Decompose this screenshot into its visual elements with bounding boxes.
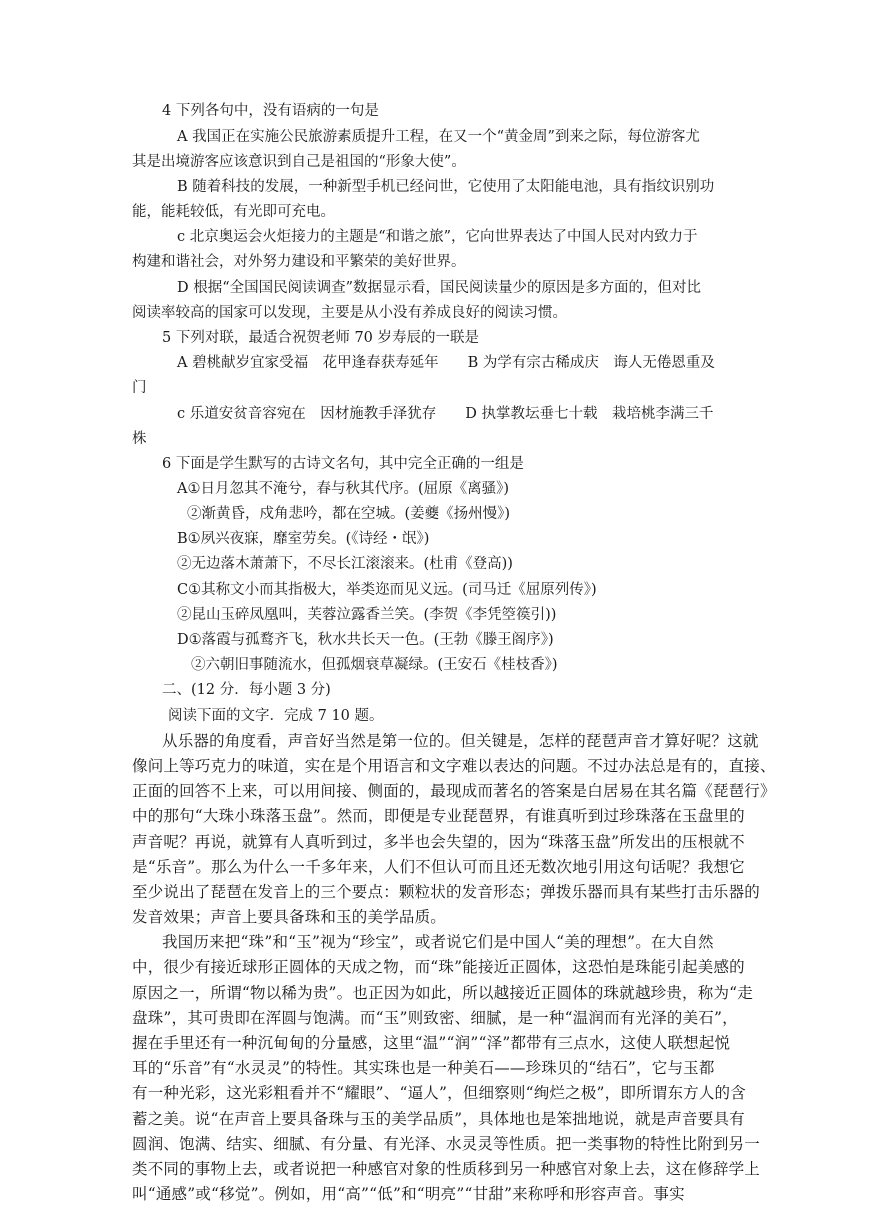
question-4-option-d-line-2: 阅读率较高的国家可以发现，主要是从小没有养成良好的阅读习惯。 — [132, 305, 567, 321]
question-4-option-a-line-2: 其是出境游客应该意识到自己是祖国的“形象大使”。 — [132, 154, 466, 170]
question-6-option-b-item-2: ②无边落木萧萧下，不尽长江滚滚来。(杜甫《登高)) — [177, 556, 513, 572]
passage-p1-line: 是“乐音”。那么为什么一千多年来，人们不但认可而且还无数次地引用这句话呢？我想它 — [132, 858, 745, 876]
passage-p2-line: 有一种光彩，这光彩粗看并不“耀眼”、“逼人”，但细察则“绚烂之极”，即所谓东方人的含 — [132, 1084, 746, 1102]
passage-p2-line: 原因之一，所谓“物以稀为贵”。也正因为如此，所以越接近正圆体的珠就越珍贵，称为“走 — [132, 984, 753, 1002]
passage-p2-line: 握在手里还有一种沉甸甸的分量感，这里“温”“润”“泽”都带有三点水，这使人联想起悦 — [132, 1034, 731, 1052]
passage-p1-line: 从乐器的角度看，声音好当然是第一位的。但关键是，怎样的琵琶声音才算好呢？这就 — [162, 732, 759, 750]
question-5-options-ab-line-1: A 碧桃献岁宜家受福 花甲逢春获寿延年 B 为学有宗古稀成庆 诲人无倦恩重及 — [177, 355, 715, 371]
passage-p1-line: 中的那句“大珠小珠落玉盘”。然而，即便是专业琵琶界，有谁真听到过珍珠落在玉盘里的 — [132, 807, 745, 825]
passage-p1-line: 声音呢？再说，就算有人真听到过，多半也会失望的，因为“珠落玉盘”所发出的压根就不 — [132, 833, 745, 851]
question-6-option-b-item-1: B①夙兴夜寐，靡室劳矣。(《诗经・氓》) — [177, 531, 430, 547]
passage-p2-line: 圆润、饱满、结实、细腻、有分量、有光泽、水灵灵等性质。把一类事物的特性比附到另一 — [132, 1135, 761, 1153]
passage-p1-line: 像问上等巧克力的味道，实在是个用语言和文字难以表达的问题。不过办法总是有的，直接、 — [132, 757, 776, 775]
question-5-options-cd-line-1: c 乐道安贫音容宛在 因材施教手泽犹存 D 执掌教坛垂七十载 栽培桃李满三千 — [177, 406, 714, 422]
passage-p2-line: 蓄之美。说“在声音上要具备珠与玉的美学品质”，具体地也是笨拙地说，就是声音要具有 — [132, 1110, 745, 1128]
passage-p2-line: 我国历来把“珠”和“玉”视为“珍宝”，或者说它们是中国人“美的理想”。在大自然 — [162, 933, 714, 951]
question-4-option-b-line-1: B 随着科技的发展，一种新型手机已经问世，它使用了太阳能电池，具有指纹识别功 — [177, 179, 715, 195]
section-2-heading: 二、(12 分．每小题 3 分) — [162, 682, 331, 698]
question-6-option-d-item-1: D①落霞与孤鹜齐飞，秋水共长天一色。(王勃《滕王阁序》) — [177, 632, 554, 648]
question-4-option-c-line-1: c 北京奥运会火炬接力的主题是“和谐之旅”，它向世界表达了中国人民对内致力于 — [177, 229, 698, 245]
question-4-stem: 4 下列各句中，没有语病的一句是 — [162, 103, 379, 119]
passage-p1-line: 发音效果；声音上要具备珠和玉的美学品质。 — [132, 908, 447, 926]
question-6-stem: 6 下面是学生默写的古诗文名句，其中完全正确的一组是 — [162, 456, 524, 472]
question-4-option-c-line-2: 构建和谐社会，对外努力建设和平繁荣的美好世界。 — [132, 254, 466, 270]
passage-p2-line: 盘珠”，其可贵即在浑圆与饱满。而“玉”则致密、细腻，是一种“温润而有光泽的美石”， — [132, 1009, 738, 1027]
question-4-option-d-line-1: D 根据“全国国民阅读调查”数据显示看，国民阅读量少的原因是多方面的，但对比 — [177, 280, 702, 296]
question-4-option-a-line-1: A 我国正在实施公民旅游素质提升工程，在又一个“黄金周”到来之际，每位游客尤 — [177, 129, 700, 145]
question-6-option-a-item-2: ②渐黄昏，戍角悲吟，都在空城。(姜夔《扬州慢》) — [187, 506, 511, 522]
question-6-option-a-item-1: A①日月忽其不淹兮，春与秋其代序。(屈原《离骚》) — [177, 481, 510, 497]
passage-p2-line: 中，很少有接近球形正圆体的天成之物，而“珠”能接近正圆体，这恐怕是珠能引起美感的 — [132, 958, 745, 976]
reading-instruction: 阅读下面的文字．完成 7 10 题。 — [168, 708, 384, 724]
question-4-option-b-line-2: 能，能耗较低，有光即可充电。 — [132, 204, 335, 220]
question-5-stem: 5 下列对联，最适合祝贺老师 70 岁寿辰的一联是 — [162, 330, 480, 346]
passage-p2-line: 叫“通感”或“移觉”。例如，用“高”“低”和“明亮”“甘甜”来称呼和形容声音。事实 — [132, 1185, 685, 1203]
passage-p2-line: 类不同的事物上去，或者说把一种感官对象的性质移到另一种感官对象上去，这在修辞学上 — [132, 1160, 761, 1178]
passage-p2-line: 耳的“乐音”有“水灵灵”的特性。其实珠也是一种美石——珍珠贝的“结石”，它与玉都 — [132, 1059, 715, 1077]
question-5-options-ab-line-2: 门 — [132, 380, 147, 396]
question-6-option-c-item-1: C①其称文小而其指极大，举类迩而见义远。(司马迁《屈原列传》) — [177, 582, 597, 598]
question-6-option-c-item-2: ②昆山玉碎凤凰叫，芙蓉泣露香兰笑。(李贺《李凭箜篌引)) — [177, 607, 557, 623]
passage-p1-line: 正面的回答不上来，可以用间接、侧面的，最现成而著名的答案是白居易在其名篇《琵琶行》 — [132, 782, 776, 800]
question-5-options-cd-line-2: 株 — [132, 431, 147, 447]
passage-p1-line: 至少说出了琵琶在发音上的三个要点：颗粒状的发音形态；弹拨乐器而具有某些打击乐器的 — [132, 883, 761, 901]
question-6-option-d-item-2: ②六朝旧事随流水，但孤烟衰草凝绿。(王安石《桂枝香》) — [191, 657, 558, 673]
